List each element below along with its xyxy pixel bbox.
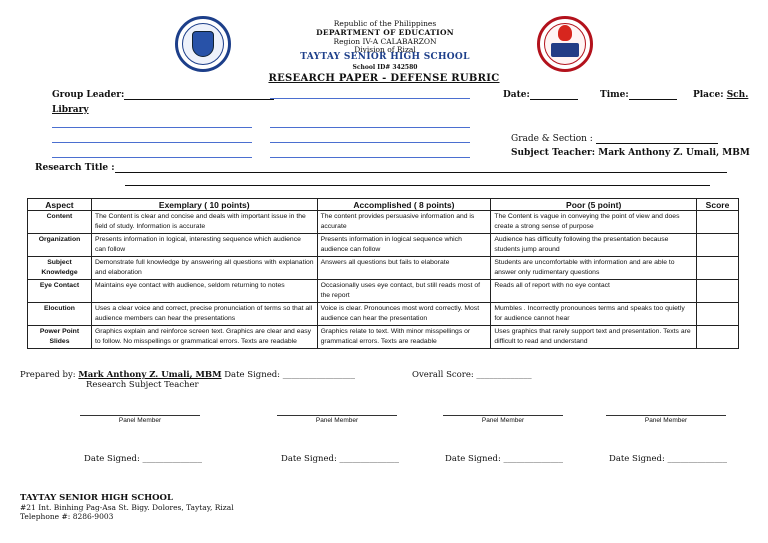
panel-date-signed[interactable]: Date Signed: ______________ — [445, 454, 564, 464]
subject-teacher-field — [511, 148, 750, 158]
grade-section-label: Grade & Section : — [511, 134, 593, 144]
exemplary-cell: The Content is clear and concise and deals with important issue in the field of study. Information is accurate — [91, 211, 317, 234]
score-cell[interactable] — [696, 326, 738, 349]
header-score: Score — [696, 199, 738, 211]
rubric-table — [27, 198, 739, 349]
prepared-by-name: Mark Anthony Z. Umali, MBM — [78, 370, 222, 380]
prepared-by-label: Prepared by: — [20, 370, 76, 380]
member-line[interactable] — [270, 127, 470, 128]
panel-date-signed[interactable]: Date Signed: ______________ — [84, 454, 203, 464]
table-header-row — [28, 199, 739, 211]
subject-teacher-label: Subject Teacher: — [511, 148, 596, 158]
place-value: Sch. — [726, 90, 749, 100]
header-division: Division of Rizal — [354, 45, 416, 54]
date-field[interactable] — [503, 90, 578, 100]
header-exemplary: Exemplary ( 10 points) — [91, 199, 317, 211]
header-school-id: School ID# 342580 — [352, 64, 418, 71]
grade-section-field[interactable] — [511, 134, 718, 144]
accomplished-cell: Graphics relate to text. With minor misspellings or grammatical errors. Texts are readable — [317, 326, 491, 349]
prepared-date-signed[interactable]: Date Signed: _________________ — [224, 370, 355, 380]
school-seal-logo — [537, 16, 593, 72]
research-title-label: Research Title : — [35, 163, 115, 173]
aspect-cell: Organization — [28, 234, 92, 257]
footer-telephone: Telephone #: 8286-9003 — [20, 512, 114, 521]
aspect-cell: Elocution — [28, 303, 92, 326]
member-line[interactable] — [52, 142, 252, 143]
footer-school-name: TAYTAY SENIOR HIGH SCHOOL — [20, 493, 173, 503]
table-row — [28, 303, 739, 326]
place-label: Place: — [693, 90, 724, 100]
member-line[interactable] — [52, 157, 252, 158]
footer-address: #21 Int. Binhing Pag-Asa St. Bigy. Dolores, Taytay, Rizal — [20, 503, 234, 512]
time-label: Time: — [600, 90, 629, 100]
poor-cell: Uses graphics that rarely support text and presentation. Texts are difficult to read and understand — [491, 326, 697, 349]
overall-score-field[interactable]: Overall Score: _____________ — [412, 370, 532, 380]
poor-cell: Audience has difficulty following the presentation because students jump around — [491, 234, 697, 257]
subject-teacher-value: Mark Anthony Z. Umali, MBM — [598, 148, 750, 158]
aspect-cell: Power Point Slides — [28, 326, 92, 349]
header-aspect: Aspect — [28, 199, 92, 211]
panel-member-signature[interactable]: Panel Member — [606, 415, 726, 424]
accomplished-cell: Presents information in logical sequence which audience can follow — [317, 234, 491, 257]
header-department: DEPARTMENT OF EDUCATION — [316, 28, 454, 37]
panel-member-signature[interactable]: Panel Member — [277, 415, 397, 424]
group-leader-label: Group Leader: — [52, 90, 125, 100]
accomplished-cell: The content provides persuasive information and is accurate — [317, 211, 491, 234]
aspect-cell: Content — [28, 211, 92, 234]
prepared-by-line — [20, 370, 355, 380]
header-republic: Republic of the Philippines — [333, 19, 437, 28]
exemplary-cell: Uses a clear voice and correct, precise pronunciation of terms so that all audience members can hear the presentations — [91, 303, 317, 326]
accomplished-cell: Voice is clear. Pronounces most word correctly. Most audience can hear the presentation — [317, 303, 491, 326]
prepared-by-role: Research Subject Teacher — [86, 380, 199, 390]
aspect-cell: Subject Knowledge — [28, 257, 92, 280]
place-field[interactable] — [693, 90, 748, 100]
page-title: RESEARCH PAPER - DEFENSE RUBRIC — [268, 73, 500, 84]
name-line[interactable] — [270, 98, 470, 99]
table-row — [28, 211, 739, 234]
table-row — [28, 234, 739, 257]
poor-cell: Reads all of report with no eye contact — [491, 280, 697, 303]
panel-date-signed[interactable]: Date Signed: ______________ — [281, 454, 400, 464]
date-label: Date: — [503, 90, 530, 100]
member-line[interactable] — [52, 127, 252, 128]
panel-member-signature[interactable]: Panel Member — [443, 415, 563, 424]
research-title-line-2[interactable] — [125, 185, 710, 186]
poor-cell: Mumbles . Incorrectly pronounces terms and speaks too quietly for audience cannot hear — [491, 303, 697, 326]
header-poor: Poor (5 point) — [491, 199, 697, 211]
table-row — [28, 257, 739, 280]
exemplary-cell: Maintains eye contact with audience, seldom returning to notes — [91, 280, 317, 303]
deped-seal-logo — [175, 16, 231, 72]
aspect-cell: Eye Contact — [28, 280, 92, 303]
score-cell[interactable] — [696, 211, 738, 234]
score-cell[interactable] — [696, 280, 738, 303]
poor-cell: Students are uncomfortable with information and are able to answer only rudimentary questions — [491, 257, 697, 280]
accomplished-cell: Answers all questions but fails to elaborate — [317, 257, 491, 280]
table-row — [28, 280, 739, 303]
panel-member-signature[interactable]: Panel Member — [80, 415, 200, 424]
header-accomplished: Accomplished ( 8 points) — [317, 199, 491, 211]
time-field[interactable] — [600, 90, 677, 100]
member-line[interactable] — [270, 142, 470, 143]
accomplished-cell: Occasionally uses eye contact, but still reads most of the report — [317, 280, 491, 303]
table-row — [28, 326, 739, 349]
poor-cell: The Content is vague in conveying the point of view and does create a strong sense of purpose — [491, 211, 697, 234]
score-cell[interactable] — [696, 234, 738, 257]
score-cell[interactable] — [696, 303, 738, 326]
header-school-name: TAYTAY SENIOR HIGH SCHOOL — [300, 52, 470, 62]
score-cell[interactable] — [696, 257, 738, 280]
header-region: Region IV-A CALABARZON — [333, 37, 437, 46]
research-title-field[interactable] — [35, 163, 727, 173]
panel-date-signed[interactable]: Date Signed: ______________ — [609, 454, 728, 464]
exemplary-cell: Graphics explain and reinforce screen text. Graphics are clear and easy to follow. No misspellings or grammatical errors. Texts are readable — [91, 326, 317, 349]
place-value-continued: Library — [52, 105, 89, 115]
member-line[interactable] — [270, 157, 470, 158]
group-leader-field[interactable] — [52, 90, 274, 100]
exemplary-cell: Presents information in logical, interesting sequence which audience can follow — [91, 234, 317, 257]
exemplary-cell: Demonstrate full knowledge by answering all questions with explanation and elaboration — [91, 257, 317, 280]
